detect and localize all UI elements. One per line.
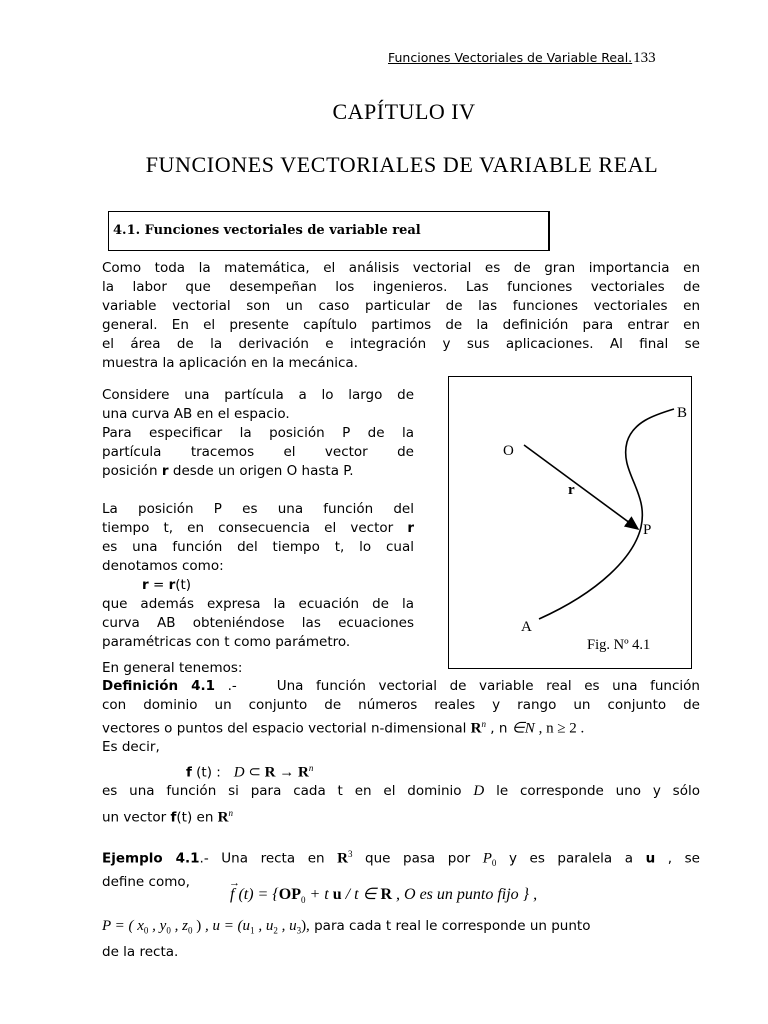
point-and-vector-definition: P = ( $x_0$ , $y_0$ , $z_0$ ) , $u = (u_1$ , $u_2$ , $u_3$), para cada t real le corresponde un punto de la recta.: [102, 917, 700, 962]
intro-line: Como toda la matemática, el análisis vectorial es de gran importancia en: [102, 260, 700, 276]
mapping-explanation: es una función si para cada t en el dominio D le corresponde uno y sólo un vector f(t) en $R^n$: [102, 783, 700, 826]
text-line: paramétricas con t como parámetro.: [102, 634, 351, 650]
position-vector-r: [524, 445, 638, 529]
left-column-text: [102, 386, 414, 652]
curve-AB: [539, 409, 674, 619]
section-heading: 4.1. Funciones vectoriales de variable real: [113, 223, 421, 238]
figure-caption: Fig. Nº 4.1: [587, 637, 651, 653]
example-4-1: Ejemplo 4.1.- Una recta en $R^3$ que pasa por $P_0$ y es paralela a u , se define como,: [102, 849, 700, 891]
text-line: de la recta.: [102, 943, 179, 960]
text-line: curva AB obteniéndose las ecuaciones: [102, 615, 414, 631]
running-header: [388, 50, 656, 67]
text-line: es una función del tiempo t, lo cual: [102, 539, 414, 555]
definition-4-1: Definición 4.1 .- Una función vectorial de variable real es una función con dominio un conjunto de números reales y rango un conjunto de vectores o puntos del espacio vectorial n-dimensional $R^n$ , n ∈N , n ≥ 2 .: [102, 678, 700, 737]
intro-paragraph: [102, 259, 700, 373]
label-B: B: [677, 405, 688, 421]
label-O: O: [503, 443, 514, 459]
general-line: En general tenemos:: [102, 660, 243, 676]
text-line: partícula tracemos el vector de: [102, 444, 414, 460]
text-line: que además expresa la ecuación de la: [102, 596, 414, 612]
label-r: r: [568, 482, 575, 498]
text-line: con dominio un conjunto de números reales y rango un conjunto de: [102, 697, 700, 713]
text-line: tiempo t, en consecuencia el vector r: [102, 520, 414, 536]
line-formula: f → $(t) = \{OP_0 + t$ u / t ∈ R , O es un punto fijo } ,: [229, 877, 538, 906]
example-label: Ejemplo 4.1: [102, 850, 200, 867]
text-line: denotamos como:: [102, 558, 224, 574]
equation-r-of-t: r = r(t): [142, 577, 192, 593]
text-line: posición r desde un origen O hasta P.: [102, 463, 354, 479]
es-decir: Es decir,: [102, 739, 160, 755]
mapping-formula: f (t) : D ⊂ $R \to R^n$: [186, 763, 314, 781]
intro-line: variable vectorial son un caso particular de las funciones vectoriales en: [102, 298, 700, 314]
text-line: Considere una partícula a lo largo de: [102, 387, 414, 403]
section-heading-box: [108, 211, 550, 251]
page-number: 133: [633, 50, 656, 66]
text-line: vectores o puntos del espacio vectorial n-dimensional $R^n$ , n ∈N , n ≥ 2 .: [102, 719, 585, 737]
figure-4-1: [448, 376, 692, 669]
intro-line: el área de la derivación e integración y sus aplicaciones. Al final se: [102, 336, 700, 352]
chapter-label: CAPÍTULO IV: [332, 99, 476, 124]
intro-line: muestra la aplicación en la mecánica.: [102, 355, 358, 371]
header-title: Funciones Vectoriales de Variable Real.: [388, 50, 633, 65]
definition-label: Definición 4.1: [102, 678, 216, 694]
intro-line: la labor que desempeñan los ingenieros. Las funciones vectoriales de: [102, 279, 700, 295]
text-line: una curva AB en el espacio.: [102, 406, 290, 422]
label-A: A: [521, 619, 532, 635]
label-P: P: [643, 522, 652, 538]
text-line: Para especificar la posición P de la: [102, 425, 414, 441]
text-line: La posición P es una función del: [102, 501, 414, 517]
text-line: define como,: [102, 874, 190, 891]
curve-diagram: [449, 377, 691, 668]
intro-line: general. En el presente capítulo partimos de la definición para entrar en: [102, 317, 700, 333]
chapter-title: FUNCIONES VECTORIALES DE VARIABLE REAL: [145, 152, 659, 177]
